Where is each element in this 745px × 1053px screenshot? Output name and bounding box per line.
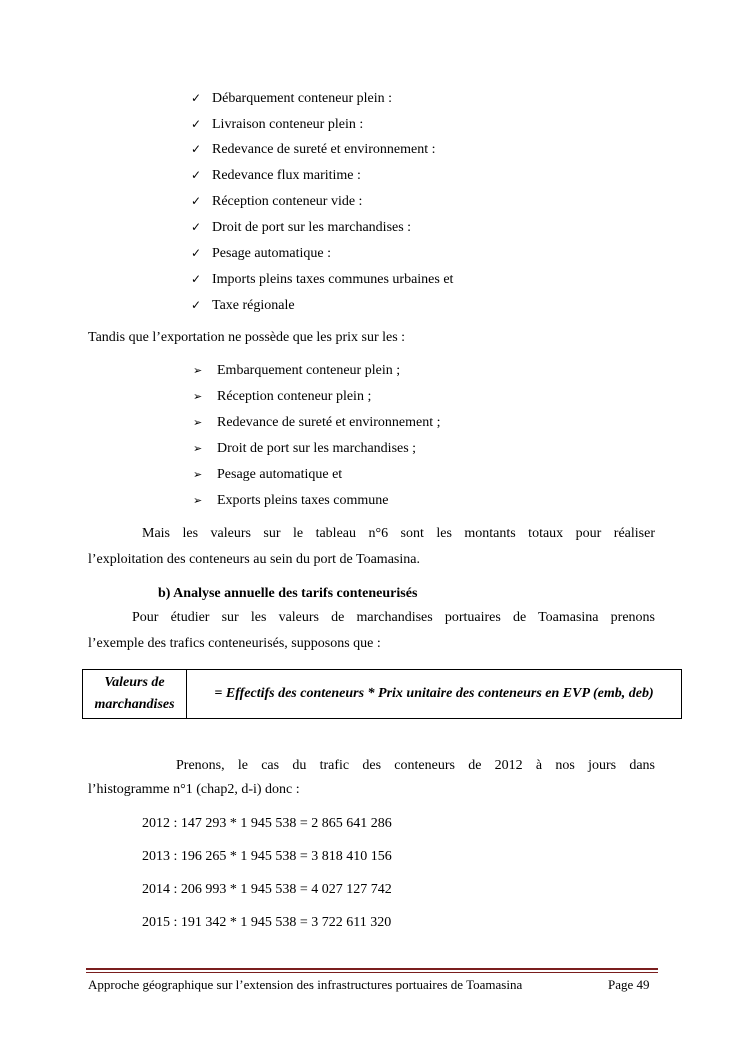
list-item: ➢ Embarquement conteneur plein ; <box>193 363 401 378</box>
list-item: ✓ Redevance de sureté et environnement : <box>191 142 436 157</box>
formula-left-line-2: marchandises <box>94 697 175 712</box>
list-item: ➢ Droit de port sur les marchandises ; <box>193 441 417 456</box>
paragraph-2-line-1: Pour étudier sur les valeurs de marchandises portuaires de Toamasina prenons <box>132 610 655 625</box>
arrow-bullet-icon: ➢ <box>193 442 203 455</box>
paragraph-1-line-1: Mais les valeurs sur le tableau n°6 sont les montants totaux pour réaliser <box>142 526 655 541</box>
checkmark-icon: ✓ <box>191 117 202 131</box>
formula-left-cell <box>83 670 187 718</box>
list-item: ✓ Livraison conteneur plein : <box>191 117 364 132</box>
paragraph-3-line-1: Prenons, le cas du trafic des conteneurs de 2012 à nos jours dans <box>176 758 655 773</box>
formula-right-cell: = Effectifs des conteneurs * Prix unitaire des conteneurs en EVP (emb, deb) <box>214 686 654 701</box>
paragraph-1-line-2: l’exploitation des conteneurs au sein du port de Toamasina. <box>88 552 420 567</box>
paragraph-2-line-2: l’exemple des trafics conteneurisés, supposons que : <box>88 636 381 651</box>
checkmark-icon: ✓ <box>191 91 202 105</box>
list-item: ✓ Imports pleins taxes communes urbaines et <box>191 272 454 287</box>
arrow-bullet-icon: ➢ <box>193 468 203 481</box>
export-intro: Tandis que l’exportation ne possède que les prix sur les : <box>88 330 406 345</box>
checkmark-icon: ✓ <box>191 298 202 312</box>
calculation-line: 2013 : 196 265 * 1 945 538 = 3 818 410 156 <box>142 849 392 864</box>
calculation-line: 2012 : 147 293 * 1 945 538 = 2 865 641 286 <box>142 816 392 831</box>
page-number: Page 49 <box>608 977 650 992</box>
section-heading: b) Analyse annuelle des tarifs conteneurisés <box>158 586 418 601</box>
list-item: ✓ Redevance flux maritime : <box>191 168 361 183</box>
calculation-line: 2014 : 206 993 * 1 945 538 = 4 027 127 742 <box>142 882 392 897</box>
list-item: ➢ Exports pleins taxes commune <box>193 493 389 508</box>
checkmark-icon: ✓ <box>191 142 202 156</box>
formula-table <box>82 669 682 719</box>
footer-rule <box>86 968 658 970</box>
checkmark-icon: ✓ <box>191 246 202 260</box>
list-item: ➢ Pesage automatique et <box>193 467 343 482</box>
formula-left-line-1: Valeurs de <box>104 675 165 690</box>
checkmark-icon: ✓ <box>191 272 202 286</box>
list-item: ✓ Droit de port sur les marchandises : <box>191 220 412 235</box>
arrow-bullet-icon: ➢ <box>193 364 203 377</box>
arrow-bullet-icon: ➢ <box>193 416 203 429</box>
checkmark-icon: ✓ <box>191 220 202 234</box>
calculation-line: 2015 : 191 342 * 1 945 538 = 3 722 611 320 <box>142 915 392 930</box>
list-item: ✓ Taxe régionale <box>191 298 295 313</box>
checkmark-icon: ✓ <box>191 194 202 208</box>
list-item: ➢ Redevance de sureté et environnement ; <box>193 415 441 430</box>
list-item: ➢ Réception conteneur plein ; <box>193 389 372 404</box>
checkmark-icon: ✓ <box>191 168 202 182</box>
arrow-bullet-icon: ➢ <box>193 390 203 403</box>
list-item: ✓ Réception conteneur vide : <box>191 194 363 209</box>
footer-title: Approche géographique sur l’extension des infrastructures portuaires de Toamasina <box>88 977 523 992</box>
paragraph-3-line-2: l’histogramme n°1 (chap2, d-i) donc : <box>88 782 300 797</box>
arrow-bullet-icon: ➢ <box>193 494 203 507</box>
list-item: ✓ Débarquement conteneur plein : <box>191 91 392 106</box>
footer-rule-thin <box>86 972 658 973</box>
list-item: ✓ Pesage automatique : <box>191 246 331 261</box>
